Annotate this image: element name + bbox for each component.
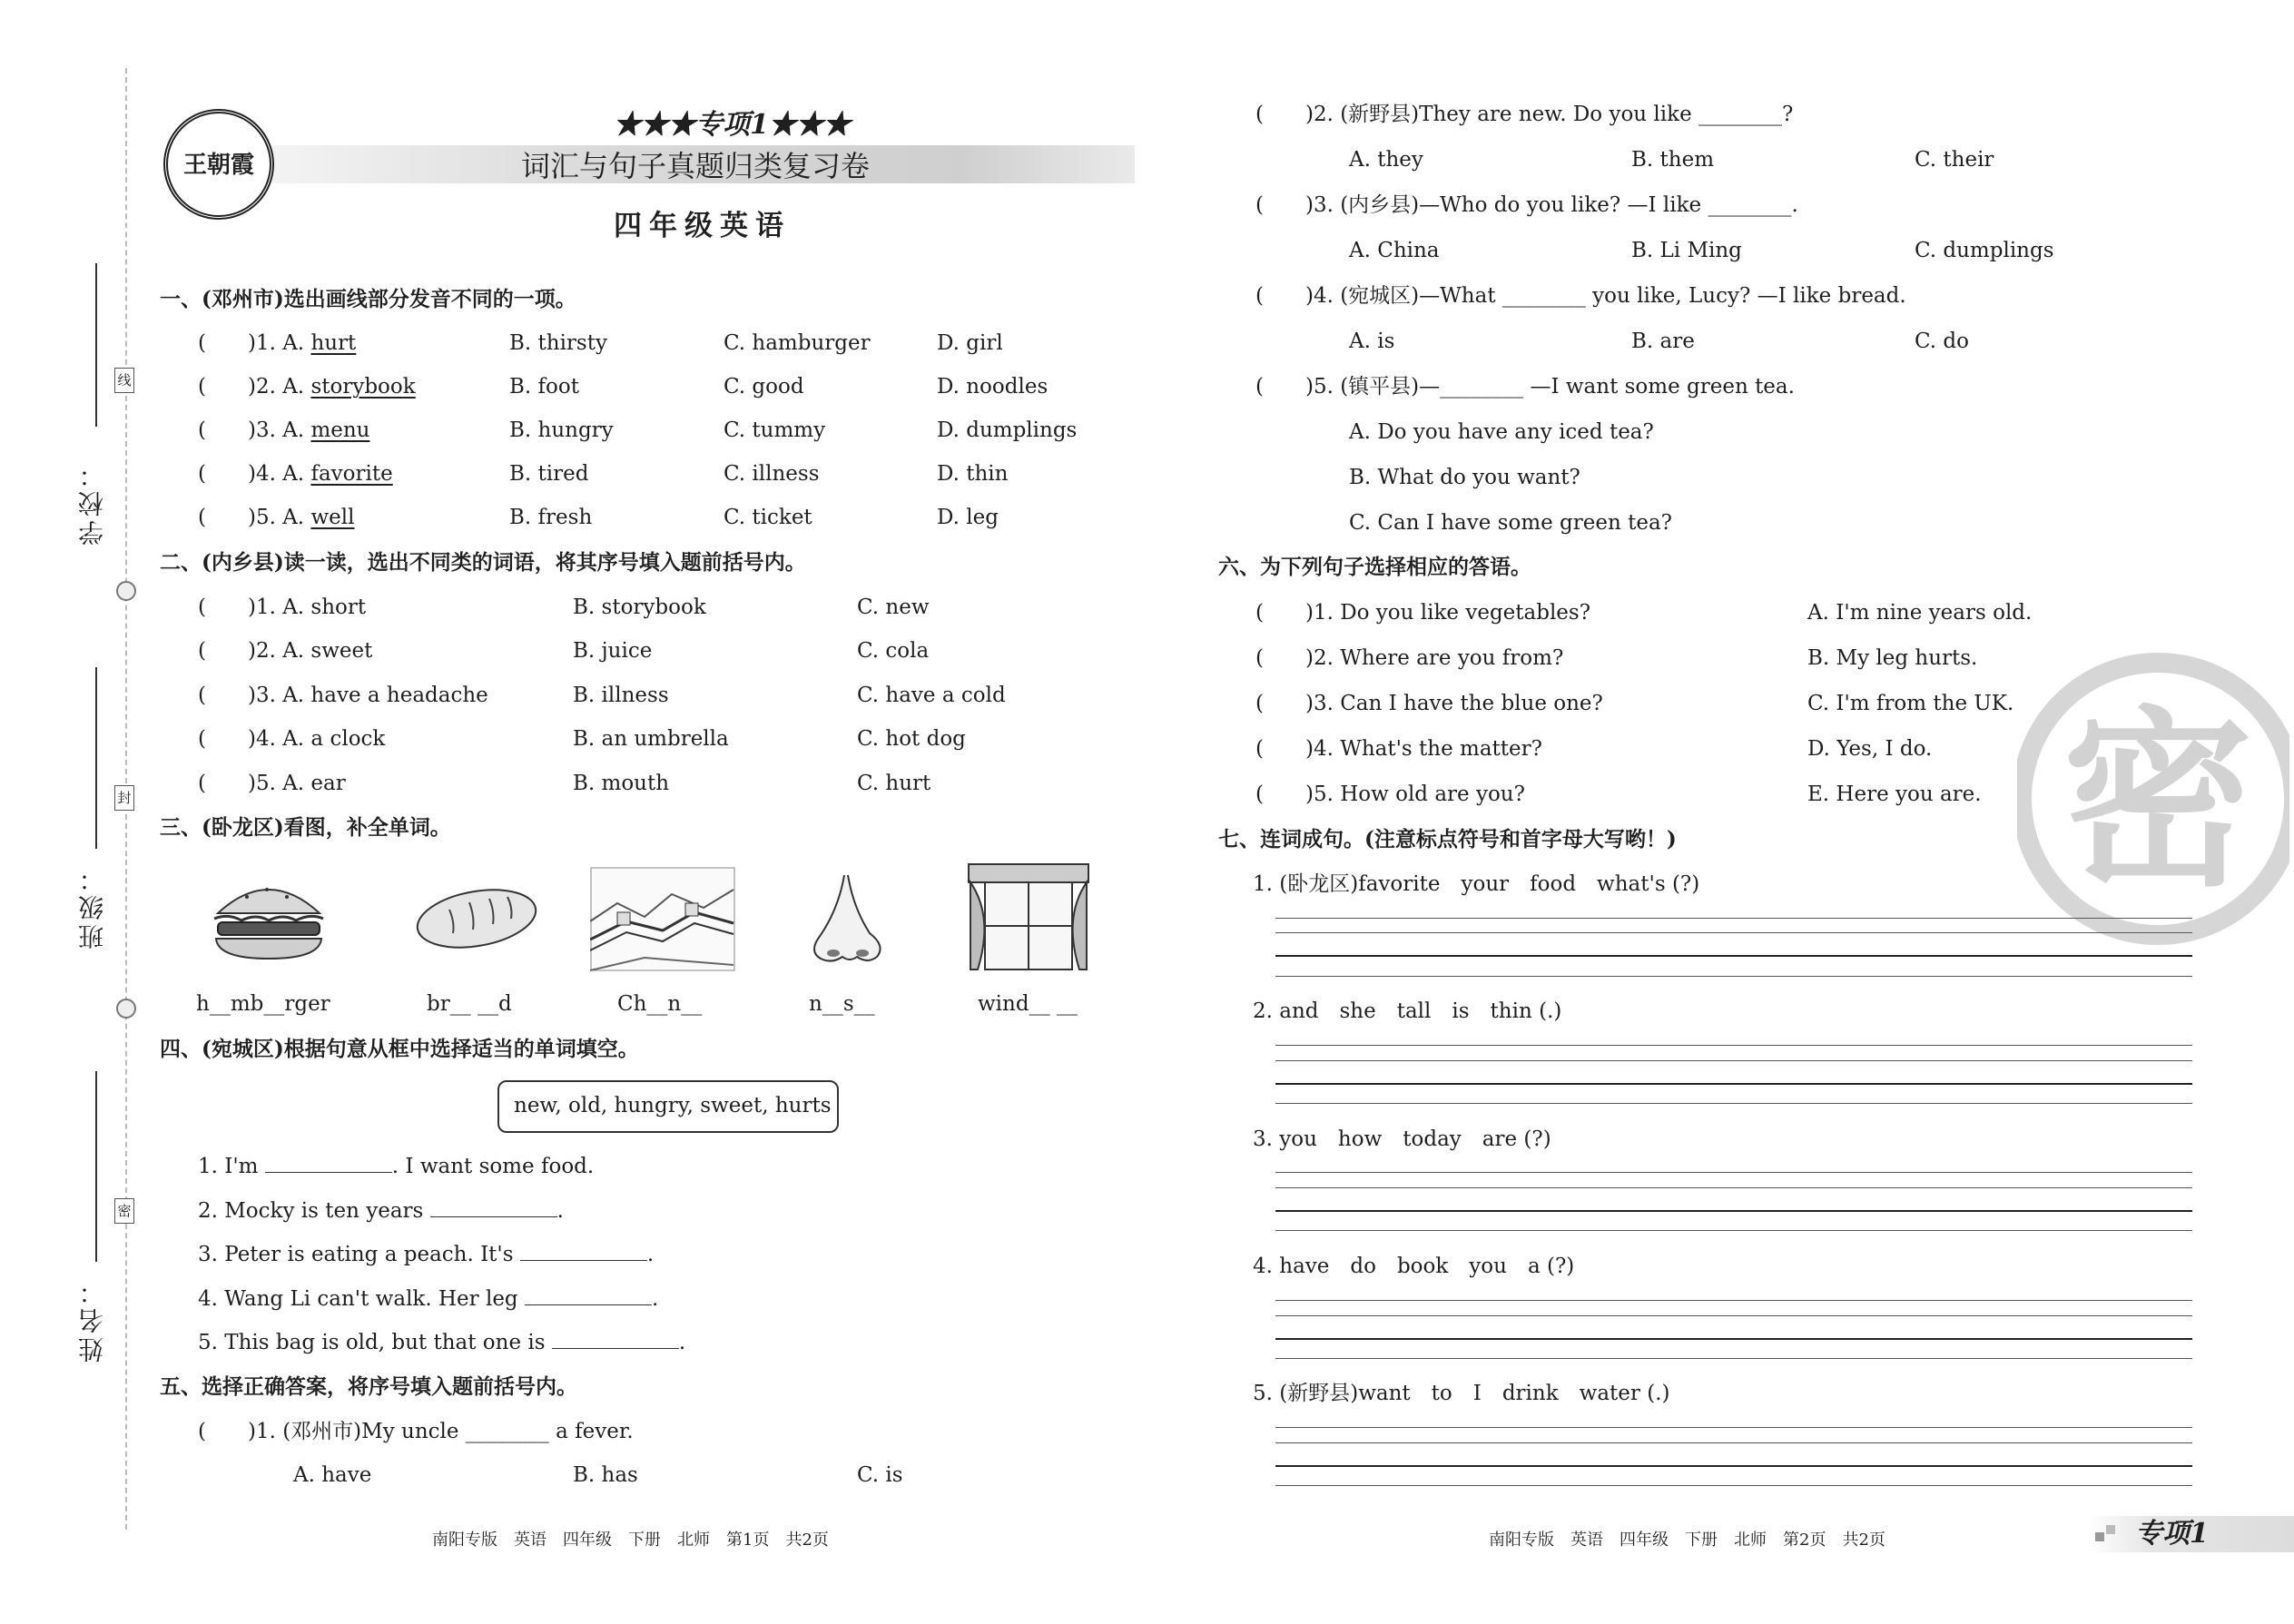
window-picture (967, 862, 1090, 973)
seal-mark-2: 封 (114, 785, 134, 811)
sec2-q4-c: C. hot dog (857, 727, 966, 751)
sec5-q1-stem: ( )1. (邓州市)My uncle ________ a fever. (198, 1420, 634, 1443)
sec5-q2-a: A. they (1349, 148, 1423, 172)
sec1-q4-c: C. illness (724, 462, 820, 486)
sec1-q5-a: ( )5. A. well (198, 506, 355, 529)
sec4-item-3: 3. Peter is eating a peach. It's . (198, 1243, 655, 1266)
watermark-seal (2017, 626, 2289, 989)
word-bank-text: new, old, hungry, sweet, hurts (514, 1094, 832, 1117)
sec5-title: 五、选择正确答案，将序号填入题前括号内。 (160, 1374, 577, 1399)
name-label: 姓名： (77, 1275, 107, 1363)
sec2-q1-a: ( )1. A. short (198, 595, 367, 619)
sec2-q2-b: B. juice (573, 639, 653, 663)
sec2-q4-a: ( )4. A. a clock (198, 727, 386, 751)
sec2-q4-b: B. an umbrella (573, 727, 729, 751)
watermark-char: 密 (2062, 690, 2254, 912)
sec1-q3-c: C. tummy (724, 418, 826, 442)
sec6-answer-b: B. My leg hurts. (1807, 646, 1978, 670)
sec2-q1-c: C. new (857, 595, 930, 619)
sec2-q5-b: B. mouth (573, 772, 670, 795)
class-line (95, 667, 97, 849)
sec5-q5-stem: ( )5. (镇平县)—________ —I want some green tea. (1255, 375, 1795, 399)
sec5-q3-stem: ( )3. (内乡县)—Who do you like? —I like ________. (1255, 193, 1798, 217)
sec2-q3-a: ( )3. A. have a headache (198, 684, 488, 707)
sec6-q5: ( )5. How old are you? (1255, 782, 1525, 806)
nose-picture (799, 871, 890, 968)
sec1-q3-d: D. dumplings (937, 418, 1078, 442)
word-bank-box (497, 1080, 839, 1133)
hamburger-picture (211, 873, 327, 960)
name-line (95, 1071, 97, 1262)
sec6-q2: ( )2. Where are you from? (1255, 646, 1564, 670)
school-label: 学校： (77, 458, 107, 546)
sec5-q1-b: B. has (573, 1463, 638, 1487)
paper-subtitle: 四年级英语 (614, 210, 791, 242)
sec2-q2-a: ( )2. A. sweet (198, 639, 373, 663)
sec2-title: 二、(内乡县)读一读，选出不同类的词语，将其序号填入题前括号内。 (160, 550, 806, 575)
sec1-q1-b: B. thirsty (509, 331, 607, 355)
binding-hole-1 (116, 581, 136, 601)
sec5-q1-c: C. is (857, 1463, 903, 1487)
seal-mark-3: 密 (114, 1198, 134, 1224)
sec5-q4-stem: ( )4. (宛城区)—What ________ you like, Lucy? —I like bread. (1255, 284, 1906, 308)
sec2-q3-c: C. have a cold (857, 684, 1006, 707)
sec5-q1-a: A. have (293, 1463, 372, 1487)
sec1-title: 一、(邓州市)选出画线部分发音不同的一项。 (160, 287, 576, 311)
class-label: 班级： (77, 862, 107, 950)
sec7-item-3: 3. you how today are (?) (1253, 1127, 1551, 1151)
footer-tag-square-2 (2106, 1525, 2115, 1534)
footer-tag: 专项1 (2135, 1518, 2209, 1550)
sec6-answer-e: E. Here you are. (1807, 782, 1982, 806)
school-line (95, 263, 97, 427)
seal-mark-1: 线 (114, 368, 134, 393)
sec1-q3-b: B. hungry (509, 418, 614, 442)
sec1-q2-a: ( )2. A. storybook (198, 375, 416, 399)
sec1-q4-a: ( )4. A. favorite (198, 462, 393, 486)
sec5-q2-b: B. them (1631, 148, 1715, 172)
sec4-item-2: 2. Mocky is ten years . (198, 1199, 564, 1223)
sec4-item-5: 5. This bag is old, but that one is . (198, 1331, 686, 1354)
footer-right: 南阳专版 英语 四年级 下册 北师 第2页 共2页 (1489, 1530, 1885, 1550)
sec1-q5-b: B. fresh (509, 506, 593, 529)
footer-left: 南阳专版 英语 四年级 下册 北师 第1页 共2页 (432, 1530, 829, 1550)
sec7-item-4: 4. have do book you a (?) (1253, 1255, 1575, 1278)
sec5-q5-a: A. Do you have any iced tea? (1349, 420, 1654, 444)
sec6-answer-d: D. Yes, I do. (1807, 737, 1933, 761)
sec7-item-5: 5. (新野县)want to I drink water (.) (1253, 1382, 1670, 1405)
sec2-q1-b: B. storybook (573, 595, 706, 619)
sec1-q5-c: C. ticket (724, 506, 812, 529)
sec3-word-2: br__ __d (427, 992, 512, 1016)
sec1-q2-d: D. noodles (937, 375, 1049, 399)
sec5-q5-b: B. What do you want? (1349, 466, 1580, 489)
sec3-title: 三、(卧龙区)看图，补全单词。 (160, 815, 451, 840)
sec4-title: 四、(宛城区)根据句意从框中选择适当的单词填空。 (160, 1037, 639, 1061)
sec6-answer-c: C. I'm from the UK. (1807, 692, 2014, 715)
sec6-answer-a: A. I'm nine years old. (1807, 601, 2033, 625)
great-wall-picture (590, 867, 735, 971)
sec2-q2-c: C. cola (857, 639, 930, 663)
bread-picture (413, 882, 540, 955)
sec1-q1-c: C. hamburger (724, 331, 871, 355)
sec1-q1-d: D. girl (937, 331, 1003, 355)
sec5-q2-stem: ( )2. (新野县)They are new. Do you like ________? (1255, 103, 1794, 126)
sec5-q3-a: A. China (1349, 239, 1440, 262)
sec3-word-3: Ch__n__ (617, 992, 703, 1016)
sec3-word-1: h__mb__rger (196, 992, 330, 1016)
sec1-q2-c: C. good (724, 375, 804, 399)
sec5-q4-c: C. do (1915, 330, 1969, 353)
sec4-item-1: 1. I'm . I want some food. (198, 1155, 595, 1178)
sec1-q3-a: ( )3. A. menu (198, 418, 370, 442)
sec5-q4-b: B. are (1631, 330, 1695, 353)
sec3-word-5: wind__ __ (978, 992, 1078, 1016)
sec7-item-2: 2. and she tall is thin (.) (1253, 999, 1562, 1023)
binding-hole-2 (116, 999, 136, 1019)
sec7-title: 七、连词成句。(注意标点符号和首字母大写哟！) (1218, 827, 1677, 851)
sec4-item-4: 4. Wang Li can't walk. Her leg . (198, 1287, 659, 1311)
sec5-q4-a: A. is (1349, 330, 1395, 353)
series-label: ★★★专项1★★★ (614, 109, 851, 141)
sec5-q2-c: C. their (1915, 148, 1994, 172)
sec2-q5-a: ( )5. A. ear (198, 772, 346, 795)
footer-tag-square-1 (2095, 1532, 2104, 1541)
paper-title: 词汇与句子真题归类复习卷 (521, 149, 871, 183)
logo-badge (163, 109, 274, 220)
logo-text: 王朝霞 (182, 152, 254, 179)
sec5-q5-c: C. Can I have some green tea? (1349, 511, 1673, 535)
sec1-q4-b: B. tired (509, 462, 589, 486)
sec2-q3-b: B. illness (573, 684, 669, 707)
sec6-q1: ( )1. Do you like vegetables? (1255, 601, 1591, 625)
sec2-q5-c: C. hurt (857, 772, 931, 795)
sec5-q3-b: B. Li Ming (1631, 239, 1742, 262)
sec5-q3-c: C. dumplings (1915, 239, 2054, 262)
sec1-q5-d: D. leg (937, 506, 999, 529)
sec1-q2-b: B. foot (509, 375, 579, 399)
sec1-q1-a: ( )1. A. hurt (198, 331, 357, 355)
sec6-title: 六、为下列句子选择相应的答语。 (1218, 555, 1531, 579)
sec6-q3: ( )3. Can I have the blue one? (1255, 692, 1603, 715)
sec1-q4-d: D. thin (937, 462, 1009, 486)
sec6-q4: ( )4. What's the matter? (1255, 737, 1542, 761)
sec3-word-4: n__s__ (809, 992, 875, 1016)
sec7-item-1: 1. (卧龙区)favorite your food what's (?) (1253, 872, 1700, 896)
